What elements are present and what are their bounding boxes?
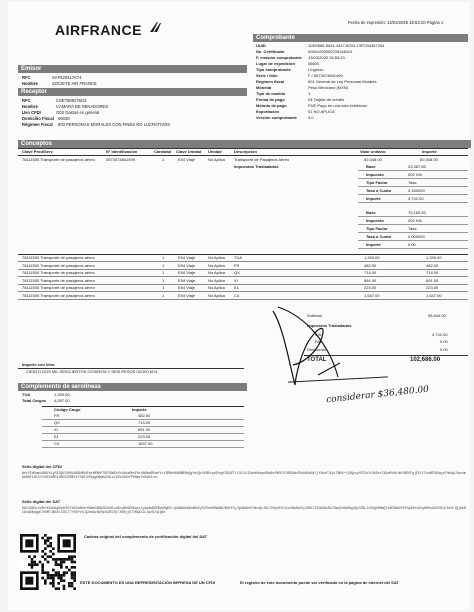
comprobante-row-label: UUID <box>256 43 266 48</box>
tax-row-value: Tasa <box>408 180 417 185</box>
extra-row-importe: 482.00 <box>426 262 439 268</box>
tax-row-divider <box>358 232 468 233</box>
tua-label: TUA <box>22 392 31 397</box>
tax-row-divider <box>358 216 468 217</box>
receptor-domicilio-value: 06030 <box>58 116 70 121</box>
tax-row-value: 70,160.50 <box>408 210 426 215</box>
col-valor-unitario: Valor unitario <box>360 149 386 154</box>
extra-row-divider <box>18 299 468 300</box>
receptor-rfc-value: CSE7508176G3 <box>56 98 87 103</box>
descuento-label: Descuento <box>307 347 327 352</box>
aerolineas-title: Complemento de aerolíneas <box>18 383 247 391</box>
extra-row-importe: 891.00 <box>426 277 439 283</box>
tax-row-value: 3,742.00 <box>408 196 424 201</box>
sello-sat-value: HAfJD8ChJvREYKDdUzgE9dfHCFhDJbdHdrHNWaCKBdEDXXHIzhEnyNK9DhEasslyAwSaB5PBdyMgD0/ipGWAGEa8hmRkEyS4ThkhRNbNBJRbEfYy/QUBABUrFAhxQvJN1/9SyhBYtViz4Hw3KdVyJ8NC7IFm5XBuBs7DmqTwSa0Ng4QvCRZLJxXbQhR8mQYt6ESBaDYGfSq3HVcA2qHkPuoG2CO54/bs0rlQjmhBCAsq5KpqgE7e0M7J8b2sTZKlT7rR1PsVLQZmb9v3WfqXu8E1Rj/XkRyjV7cKWZi2LtAzN7q1Qmt <box>22 506 466 515</box>
conceptos-title: Conceptos <box>18 140 471 148</box>
comprobante-title: Comprobante <box>253 34 468 42</box>
tax-row-divider <box>358 170 468 171</box>
extra-row-aplica: No Aplica <box>208 285 225 290</box>
col-cantidad: Cantidad <box>154 149 172 154</box>
extra-row-cantidad: 1 <box>162 270 165 275</box>
receptor-domicilio-label: Domicilio Fiscal <box>22 116 54 121</box>
cargo-row-divider <box>42 447 244 448</box>
cargo-row-importe: 891.00 <box>138 427 151 432</box>
extra-row-code: XI <box>234 277 238 283</box>
extra-row-cantidad: 1 <box>162 277 165 283</box>
receptor-uso-value: G03 Gastos en general <box>56 110 100 115</box>
extra-row-clave: 78111500 Transporte de pasajeros aéreo <box>22 277 95 283</box>
cargo-row-importe: 223.00 <box>138 434 151 439</box>
receptor-uso-label: Uso CFDI <box>22 110 41 115</box>
traslados-label: Impuestos Trasladados <box>307 323 352 328</box>
extra-row-unidad: E54 Viaje <box>178 277 196 283</box>
iva-value: 3,742.00 <box>432 332 448 337</box>
comprobante-row-value: Peso Mexicano (MXN) <box>308 85 349 90</box>
importe-letra-value: CIENTO DOS MIL SEISCIENTOS OCHENTA Y SEIS PESOS 00/100 M.N. <box>26 369 159 374</box>
extra-row-valor: 1,339.00 <box>364 255 380 260</box>
emisor-name-label: Nombre <box>22 81 38 86</box>
col-cargo-importe: Importe <box>132 407 147 412</box>
comprobante-row-label: Serie / folio <box>256 73 278 78</box>
tax-row-divider <box>358 186 468 187</box>
tax-row-label: Tasa o Cuota <box>366 234 391 239</box>
handwritten-note: considerar $36,480.00 <box>325 384 430 406</box>
receptor-regimen-label: Régimen Fiscal <box>22 122 53 127</box>
col-clave-unidad: Clave Unidad <box>176 149 202 154</box>
comprobante-row-value: 119f2666-8d24-4347-8203-13FCB4367264 <box>308 43 385 48</box>
comprobante-row-label: Tipo comprobante <box>256 67 291 72</box>
tax-row-label: Importe <box>366 242 381 247</box>
extra-row-code: TUA <box>234 255 242 260</box>
extra-row-clave: 78111500 Transporte de pasajeros aéreo <box>22 285 95 290</box>
extra-row-valor: 1,647.00 <box>364 292 380 298</box>
col-descripcion: Descripción <box>234 149 257 154</box>
emisor-name-value: SOCIETE AIR FRANCE <box>52 81 97 86</box>
footer-left: ESTE DOCUMENTO ES UNA REPRESENTACIÓN IMPRESA DE UN CFDI <box>80 580 216 585</box>
extra-row-unidad: E54 Viaje <box>178 255 196 260</box>
airfrance-logo: AIRFRANCE <box>55 22 142 38</box>
extra-row-aplica: No Aplica <box>208 292 225 298</box>
cargo-row-importe: 482.00 <box>138 413 151 418</box>
emisor-title: Emisor <box>18 65 247 73</box>
comprobante-row-label: Tipo de cambio <box>256 91 286 96</box>
tax-row-label: Tasa o Cuota <box>366 188 391 193</box>
iva0-value: 0.00 <box>440 339 448 344</box>
descuento-value: 0.00 <box>440 347 448 352</box>
comprobante-row-value: 06600 <box>308 61 320 66</box>
extra-row-clave: 78111500 Transporte de pasajeros aéreo <box>22 292 95 298</box>
extra-row-unidad: E54 Viaje <box>178 262 196 268</box>
extra-row-clave: 78111500 Transporte de pasajeros aéreo <box>22 262 95 268</box>
tax-row-divider <box>358 224 468 225</box>
extra-row-unidad: E54 Viaje <box>178 270 196 275</box>
extra-row-unidad: E54 Viaje <box>178 285 196 290</box>
extra-row-valor: 482.00 <box>364 262 377 268</box>
subtotal-label: Subtotal <box>307 313 322 318</box>
col-importe: Importe <box>422 149 437 154</box>
extra-row-importe: 1,339.00 <box>426 255 442 260</box>
tax-row-value: 0.000000 <box>408 234 425 239</box>
emisor-rfc-label: RFC <box>22 75 31 80</box>
extra-row-aplica: No Aplica <box>208 255 225 260</box>
extra-row-aplica: No Aplica <box>208 277 225 283</box>
extra-row-code: FR <box>234 262 240 268</box>
comprobante-row-value: 4.0 <box>308 115 314 120</box>
sello-cfdi-value: WnrYEdPwmcDNNYALyP3ZQAY30RLNS8hMGAFmtKKMhPTDEYDW5t0YvNdaRHsF0th6HNe6RxmYtr1SRNb6KWRNRSnQgfm1QrGVSRojw9YegfZBJNTYJJUl2LZUnbhNeqnRNuBsfMEEIfORSA9mTH4uNVbGk7jY4bnFlKy17BM2rYj9NysyH7GIhYLOhDnrTA2wPhHbJW+S8EUFgjE5LF7ncWRI8DwyeTHn6yLUwsem8bBHFt2EfnTzK5hVBF3tBG5ZOREFeITADlXPAqgOGmKd29LvlZ0sv5KhFP8Hmz7dXeR4/w= <box>22 471 466 480</box>
col-codigo-cargo: Código Cargo <box>54 407 81 412</box>
total-cargos-label: Total Cargos <box>22 398 47 403</box>
comprobante-row-value: 04 Tarjeta de crédito <box>308 97 345 102</box>
comprobante-row-label: Exportación <box>256 109 280 114</box>
extra-row-code: QX <box>234 270 240 275</box>
cargo-row-importe: 1647.00 <box>138 441 153 446</box>
tax-row-value: Tasa <box>408 226 417 231</box>
importe-letra-label: Importe con letra <box>22 362 55 367</box>
iva-label: IVA <box>315 332 322 337</box>
comprobante-row-value: I Ingreso <box>308 67 324 72</box>
comprobante-row-label: Versión comprobante <box>256 115 297 120</box>
tax-row-divider <box>358 240 468 241</box>
receptor-title: Receptor <box>18 88 247 96</box>
concepto-unidad: No Aplica <box>208 157 225 162</box>
comprobante-row-label: No. Certificado <box>256 49 285 54</box>
comprobante-row-value: 13/03/2025 16:53:20 <box>308 55 345 60</box>
extra-row-valor: 891.00 <box>364 277 377 283</box>
extra-row-cantidad: 1 <box>162 262 165 268</box>
tax-row-value: 002 IVA <box>408 218 422 223</box>
total-cargos-value: 4,057.00 <box>54 398 70 403</box>
tax-row-divider <box>358 194 468 195</box>
concepto-clave-unidad: E54 Viaje <box>178 157 196 162</box>
extra-row-unidad: E54 Viaje <box>178 292 196 298</box>
tax-row-divider <box>358 178 468 179</box>
impuestos-trasladados-title: Impuestos Trasladados <box>234 164 279 169</box>
comprobante-row-label: Moneda <box>256 85 272 90</box>
extra-row-valor: 714.00 <box>364 270 377 275</box>
extra-row-code: E1 <box>234 285 239 290</box>
extra-row-aplica: No Aplica <box>208 270 225 275</box>
receptor-name-value: CAMARA DE SENADORES <box>56 104 109 109</box>
cargo-row-code: FR <box>54 413 60 418</box>
tax-row-value: 002 IVA <box>408 172 422 177</box>
col-clave: Clave Prod/Serv <box>22 149 53 154</box>
comprobante-row-label: Forma de pago <box>256 97 285 102</box>
comprobante-row-label: F. emisión comprobante <box>256 55 302 60</box>
comprobante-row-value: F / 5573474841499 <box>308 73 343 78</box>
col-unidad: Unidad <box>208 149 222 154</box>
sello-cfdi-label: Sello digital del CFDI <box>22 464 62 469</box>
invoice-page <box>8 2 470 610</box>
comprobante-row-value: 01 NO APLICA <box>308 109 335 114</box>
cargo-row-code: XI <box>54 427 58 432</box>
footer-right: El registro de este documento puede ser verificado en la página de internet del SAT <box>240 580 399 585</box>
cargo-row-code: QX <box>54 420 60 425</box>
subtotal-value: 98,944.00 <box>428 313 446 318</box>
extra-row-importe: 714.00 <box>426 270 439 275</box>
concepto-valor: 50,348.00 <box>364 157 382 162</box>
concepto-importe: 50,348.00 <box>420 157 438 162</box>
comprobante-row-label: Lugar de expedición <box>256 61 295 66</box>
receptor-regimen-value: 603 PERSONAS MORALES CON FINES NO LUCRATIVOS <box>58 122 171 127</box>
cargo-row-importe: 714.00 <box>138 420 151 425</box>
extra-row-aplica: No Aplica <box>208 262 225 268</box>
tax-row-label: Impuesto <box>366 218 384 223</box>
extra-row-importe: 223.00 <box>426 285 439 290</box>
tua-value: 1,339.00 <box>54 392 70 397</box>
extra-row-valor: 223.00 <box>364 285 377 290</box>
concepto-identificacion: 0573474841499 <box>106 157 135 162</box>
receptor-rfc-label: RFC <box>22 98 31 103</box>
extra-row-clave: 78111500 Transporte de pasajeros aéreo <box>22 270 95 275</box>
tax-row-divider <box>358 248 468 249</box>
tax-row-label: Tipo Factor <box>366 226 388 231</box>
tax-row-value: 0.00 <box>408 242 416 247</box>
cargo-row-code: C4 <box>54 441 60 446</box>
extra-row-cantidad: 1 <box>162 285 165 290</box>
sello-sat-label: Sello digital del SAT <box>22 499 61 504</box>
comprobante-row-label: Método de pago <box>256 103 287 108</box>
comprobante-row-value: 601 General de Ley Personas Morales <box>308 79 377 84</box>
comprobante-row-label: Régimen fiscal <box>256 79 285 84</box>
comprobante-row-value: 00001000000705148110 <box>308 49 353 54</box>
cargo-row-code: E1 <box>54 434 59 439</box>
concepto-clave: 78111500 Transporte de pasajeros aéreo <box>22 157 95 162</box>
qr-code <box>20 534 76 590</box>
extra-row-code: C4 <box>234 292 240 298</box>
tax-row-label: Impuesto <box>366 172 384 177</box>
tax-row-label: Importe <box>366 196 381 201</box>
tax-row-label: Tipo Factor <box>366 180 388 185</box>
extra-row-cantidad: 1 <box>162 255 165 260</box>
comprobante-row-value: 1 <box>308 91 311 96</box>
extra-row-cantidad: 1 <box>162 292 165 298</box>
tax-row-value: 0.160000 <box>408 188 425 193</box>
print-date: Fecha de impresión: 13/03/2025 16:53:20 Página 1 <box>348 20 444 25</box>
iva0-label: IVA <box>315 339 322 344</box>
tax-row-label: Base <box>366 164 376 169</box>
total-value: 102,686.00 <box>410 357 441 363</box>
tax-row-label: Base <box>366 210 376 215</box>
extra-row-clave: 78111500 Transporte de pasajeros aéreo <box>22 255 95 260</box>
tax-row-divider <box>358 202 468 203</box>
concepto-cantidad: 1 <box>162 157 165 162</box>
total-label: TOTAL <box>307 357 327 363</box>
emisor-rfc-value: SAF520417K74 <box>52 75 82 80</box>
receptor-name-label: Nombre <box>22 104 38 109</box>
concepto-descripcion: Transporte de Pasajeros Aéreo <box>234 157 290 162</box>
extra-row-importe: 1,647.00 <box>426 292 442 298</box>
comprobante-row-value: PUE Pago en una sola exhibición <box>308 103 368 108</box>
airfrance-logo-icon <box>148 20 162 34</box>
tax-row-value: 23,387.80 <box>408 164 426 169</box>
cadena-label: Cadena original del complemento de certificación digital del SAT <box>84 534 208 539</box>
col-identificacion: Nº Identificación <box>106 149 138 154</box>
